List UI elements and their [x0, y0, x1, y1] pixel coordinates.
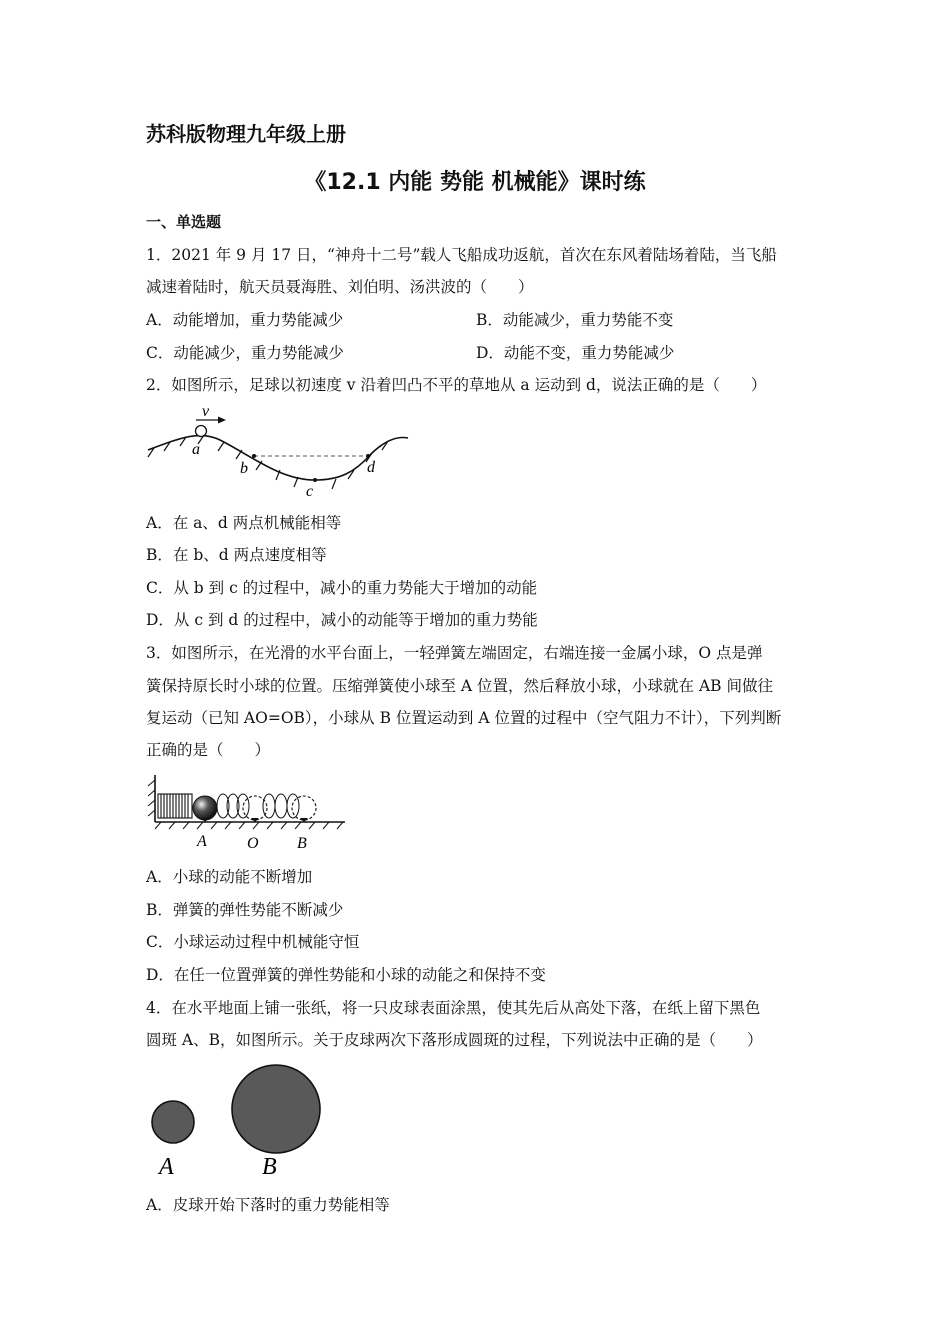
q4-option-a: A．皮球开始下落时的重力势能相等 [146, 1196, 390, 1214]
q3-stem-line2: 簧保持原长时小球的位置。压缩弹簧使小球至 A 位置，然后释放小球，小球就在 AB 间做往 [146, 677, 773, 695]
q3-option-d: D．在任一位置弹簧的弹性势能和小球的动能之和保持不变 [146, 966, 546, 984]
q2-option-a: A．在 a、d 两点机械能相等 [146, 514, 342, 532]
q1-option-d: D．动能不变，重力势能减少 [476, 344, 675, 362]
q3-figure-spring [145, 770, 355, 855]
q2-option-d: D．从 c 到 d 的过程中，减小的动能等于增加的重力势能 [146, 611, 538, 629]
q2-option-b: B．在 b、d 两点速度相等 [146, 546, 327, 564]
q1-option-c: C．动能减少，重力势能减少 [146, 344, 344, 362]
q2-option-c: C．从 b 到 c 的过程中，减小的重力势能大于增加的动能 [146, 579, 538, 597]
q3-stem-line4: 正确的是（ ） [146, 741, 271, 759]
section-heading: 一、单选题 [146, 213, 222, 231]
q4-figure-spots [145, 1060, 335, 1180]
q2-label-b: b [240, 460, 248, 477]
q1-option-b: B．动能减少，重力势能不变 [476, 311, 674, 329]
q4-label-a: A [159, 1154, 174, 1180]
q2-label-v: v [202, 403, 210, 420]
q3-label-o: O [247, 835, 259, 852]
q2-label-a: a [192, 441, 200, 458]
q3-label-b: B [297, 835, 307, 852]
q4-stem-line2: 圆斑 A、B，如图所示。关于皮球两次下落形成圆斑的过程，下列说法中正确的是（ ） [146, 1031, 763, 1049]
q4-stem-line1: 4．在水平地面上铺一张纸，将一只皮球表面涂黑，使其先后从高处下落，在纸上留下黑色 [146, 999, 761, 1017]
q3-option-b: B．弹簧的弹性势能不断减少 [146, 901, 344, 919]
q3-stem-line1: 3．如图所示，在光滑的水平台面上，一轻弹簧左端固定，右端连接一金属小球，O 点是弹 [146, 644, 763, 662]
q2-stem: 2．如图所示，足球以初速度 v 沿着凹凸不平的草地从 a 运动到 d，说法正确的是（ ） [146, 376, 767, 394]
q2-label-d: d [367, 459, 375, 476]
q3-label-a: A [197, 833, 207, 850]
q1-stem-line1: 1．2021 年 9 月 17 日，“神舟十二号”载人飞船成功返航，首次在东风着陆场着陆，当飞船 [146, 246, 777, 264]
q4-label-b: B [262, 1154, 277, 1180]
q3-option-c: C．小球运动过程中机械能守恒 [146, 933, 360, 951]
q2-figure-terrain [140, 400, 420, 500]
q3-option-a: A．小球的动能不断增加 [146, 868, 313, 886]
q2-label-c: c [306, 483, 314, 500]
q1-stem-line2: 减速着陆时，航天员聂海胜、刘伯明、汤洪波的（ ） [146, 278, 534, 296]
q1-option-a: A．动能增加，重力势能减少 [146, 311, 344, 329]
q3-stem-line3: 复运动（已知 AO=OB），小球从 B 位置运动到 A 位置的过程中（空气阻力不计），下列判断 [146, 709, 782, 727]
document-subtitle: 《12.1 内能 势能 机械能》课时练 [304, 170, 646, 195]
document-title: 苏科版物理九年级上册 [146, 122, 346, 146]
